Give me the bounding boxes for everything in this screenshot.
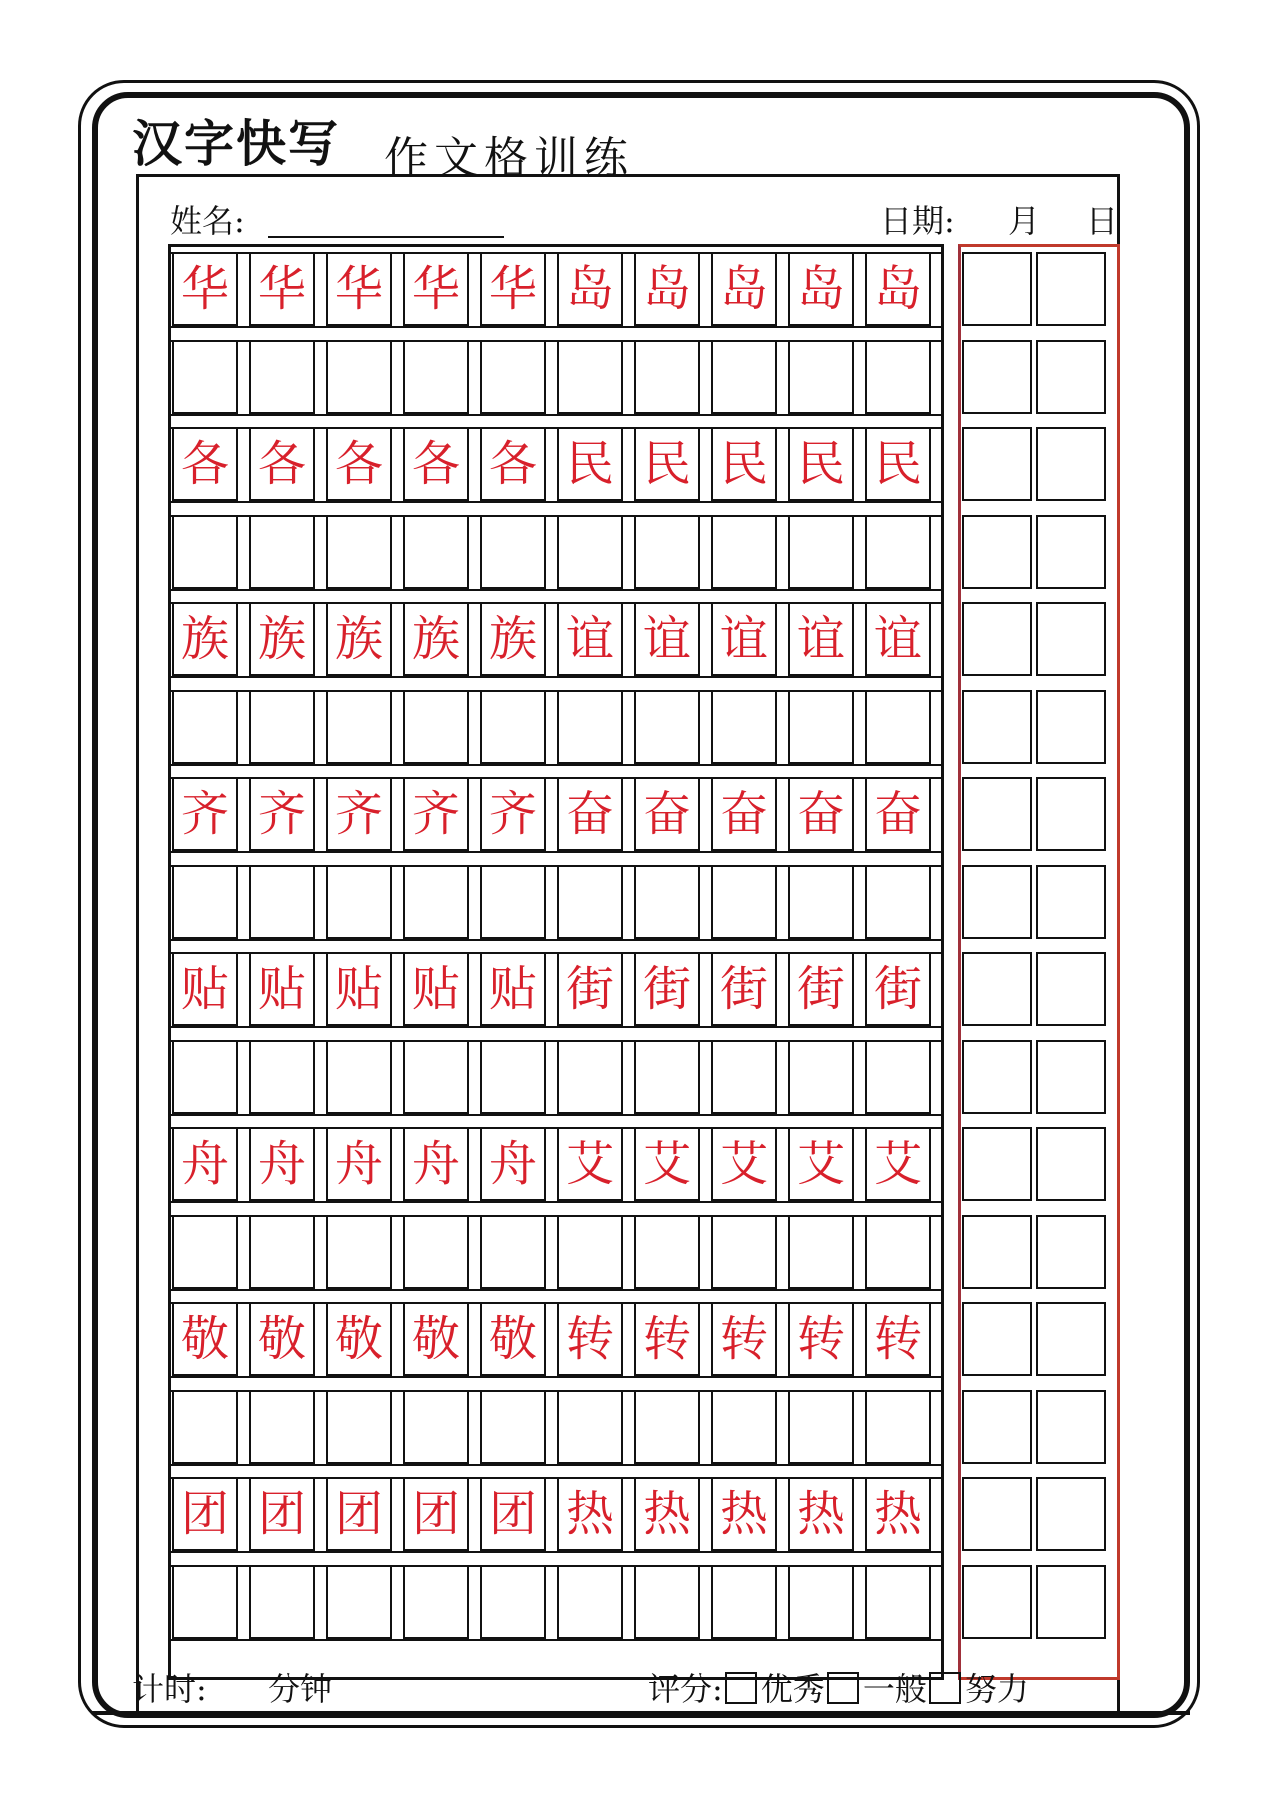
model-character: 街 — [642, 961, 691, 1017]
practice-cell[interactable] — [249, 690, 315, 764]
practice-cell[interactable] — [480, 865, 546, 939]
model-character: 奋 — [873, 786, 922, 842]
model-character: 转 — [796, 1311, 845, 1367]
practice-cell[interactable] — [172, 690, 238, 764]
side-practice-cell[interactable] — [1036, 1565, 1106, 1639]
row-rule — [168, 1289, 944, 1291]
practice-cell[interactable] — [557, 865, 623, 939]
side-practice-cell[interactable] — [1036, 340, 1106, 414]
practice-cell[interactable] — [172, 1390, 238, 1464]
model-character: 团 — [411, 1486, 460, 1542]
footer-rule — [92, 1711, 1190, 1715]
model-character: 齐 — [180, 786, 229, 842]
worksheet-title: 汉字快写 — [132, 115, 340, 173]
model-character: 民 — [642, 436, 691, 492]
header-rule — [136, 174, 1120, 177]
model-character: 热 — [873, 1486, 922, 1542]
side-practice-cell[interactable] — [962, 1215, 1032, 1289]
row-rule — [168, 1215, 944, 1217]
practice-cell[interactable] — [403, 340, 469, 414]
model-character: 贴 — [257, 961, 306, 1017]
model-character: 舟 — [488, 1136, 537, 1192]
side-practice-cell[interactable] — [962, 1302, 1032, 1376]
side-practice-cell[interactable] — [1036, 1215, 1106, 1289]
model-character: 各 — [257, 436, 306, 492]
practice-cell[interactable] — [326, 1390, 392, 1464]
side-practice-cell[interactable] — [1036, 777, 1106, 851]
practice-cell[interactable] — [403, 690, 469, 764]
practice-cell[interactable] — [788, 515, 854, 589]
side-practice-cell[interactable] — [1036, 515, 1106, 589]
row-rule — [168, 427, 944, 429]
row-rule — [168, 865, 944, 867]
model-character: 贴 — [488, 961, 537, 1017]
row-rule — [168, 777, 944, 779]
model-character: 奋 — [642, 786, 691, 842]
model-character: 街 — [873, 961, 922, 1017]
practice-cell[interactable] — [480, 1040, 546, 1114]
model-character: 谊 — [642, 611, 691, 667]
practice-cell[interactable] — [865, 1040, 931, 1114]
model-character: 华 — [180, 261, 229, 317]
model-character: 团 — [257, 1486, 306, 1542]
practice-cell[interactable] — [480, 1565, 546, 1639]
model-character: 艾 — [565, 1136, 614, 1192]
practice-cell[interactable] — [865, 690, 931, 764]
row-rule — [168, 326, 944, 328]
side-practice-cell[interactable] — [1036, 1302, 1106, 1376]
row-rule — [168, 1390, 944, 1392]
side-practice-cell[interactable] — [1036, 1477, 1106, 1551]
model-character: 敬 — [411, 1311, 460, 1367]
row-rule — [168, 1026, 944, 1028]
side-practice-cell[interactable] — [1036, 427, 1106, 501]
practice-cell[interactable] — [711, 1390, 777, 1464]
model-character: 谊 — [873, 611, 922, 667]
side-practice-cell[interactable] — [962, 777, 1032, 851]
side-practice-cell[interactable] — [962, 1390, 1032, 1464]
model-character: 族 — [488, 611, 537, 667]
side-practice-cell[interactable] — [1036, 252, 1106, 326]
row-rule — [168, 939, 944, 941]
practice-cell[interactable] — [557, 1390, 623, 1464]
row-rule — [168, 602, 944, 604]
model-character: 街 — [796, 961, 845, 1017]
practice-cell[interactable] — [480, 515, 546, 589]
side-practice-cell[interactable] — [1036, 1040, 1106, 1114]
effort-label: 努力 — [964, 1670, 1029, 1708]
model-character: 舟 — [180, 1136, 229, 1192]
model-character: 齐 — [257, 786, 306, 842]
row-rule — [168, 414, 944, 416]
practice-cell[interactable] — [634, 1390, 700, 1464]
row-rule — [168, 1376, 944, 1378]
practice-cell[interactable] — [326, 515, 392, 589]
model-character: 华 — [411, 261, 460, 317]
practice-cell[interactable] — [557, 1040, 623, 1114]
model-character: 谊 — [796, 611, 845, 667]
row-rule — [168, 851, 944, 853]
model-character: 转 — [565, 1311, 614, 1367]
model-character: 齐 — [488, 786, 537, 842]
model-character: 民 — [719, 436, 768, 492]
side-practice-cell[interactable] — [962, 952, 1032, 1026]
side-practice-cell[interactable] — [1036, 1127, 1106, 1201]
practice-cell[interactable] — [788, 1040, 854, 1114]
model-character: 族 — [257, 611, 306, 667]
practice-cell[interactable] — [249, 1390, 315, 1464]
model-character: 热 — [642, 1486, 691, 1542]
practice-cell[interactable] — [403, 515, 469, 589]
practice-cell[interactable] — [403, 1390, 469, 1464]
practice-cell[interactable] — [557, 690, 623, 764]
model-character: 岛 — [873, 261, 922, 317]
name-field[interactable] — [268, 236, 504, 238]
model-character: 热 — [565, 1486, 614, 1542]
model-character: 华 — [488, 261, 537, 317]
row-rule — [168, 1551, 944, 1553]
row-rule — [168, 589, 944, 591]
model-character: 团 — [180, 1486, 229, 1542]
practice-cell[interactable] — [326, 1040, 392, 1114]
model-character: 谊 — [565, 611, 614, 667]
practice-cell[interactable] — [711, 1040, 777, 1114]
practice-cell[interactable] — [249, 340, 315, 414]
row-rule — [168, 764, 944, 766]
practice-cell[interactable] — [788, 1390, 854, 1464]
practice-cell[interactable] — [403, 1565, 469, 1639]
model-character: 奋 — [719, 786, 768, 842]
average-label: 一般 — [862, 1670, 927, 1708]
row-rule — [168, 1302, 944, 1304]
practice-cell[interactable] — [249, 865, 315, 939]
model-character: 民 — [565, 436, 614, 492]
row-rule — [168, 1464, 944, 1466]
model-character: 艾 — [873, 1136, 922, 1192]
side-practice-cell[interactable] — [962, 427, 1032, 501]
side-practice-cell[interactable] — [962, 1127, 1032, 1201]
model-character: 敬 — [180, 1311, 229, 1367]
excellent-checkbox[interactable] — [725, 1672, 757, 1704]
practice-cell[interactable] — [711, 1215, 777, 1289]
model-character: 热 — [719, 1486, 768, 1542]
model-character: 贴 — [411, 961, 460, 1017]
side-practice-cell[interactable] — [1036, 690, 1106, 764]
model-character: 齐 — [411, 786, 460, 842]
practice-cell[interactable] — [557, 340, 623, 414]
practice-cell[interactable] — [480, 1390, 546, 1464]
model-character: 岛 — [719, 261, 768, 317]
practice-cell[interactable] — [326, 865, 392, 939]
row-rule — [168, 515, 944, 517]
practice-cell[interactable] — [788, 690, 854, 764]
model-character: 艾 — [796, 1136, 845, 1192]
practice-cell[interactable] — [249, 515, 315, 589]
average-checkbox[interactable] — [827, 1672, 859, 1704]
practice-cell[interactable] — [172, 1215, 238, 1289]
practice-cell[interactable] — [249, 1565, 315, 1639]
practice-cell[interactable] — [634, 1215, 700, 1289]
name-label: 姓名: — [170, 202, 245, 240]
practice-cell[interactable] — [634, 1565, 700, 1639]
model-character: 齐 — [334, 786, 383, 842]
practice-cell[interactable] — [634, 690, 700, 764]
practice-cell[interactable] — [480, 340, 546, 414]
row-rule — [168, 1477, 944, 1479]
row-rule — [168, 676, 944, 678]
model-character: 民 — [873, 436, 922, 492]
row-rule — [168, 690, 944, 692]
model-character: 转 — [873, 1311, 922, 1367]
excellent-label: 优秀 — [760, 1670, 825, 1708]
practice-cell[interactable] — [711, 865, 777, 939]
model-character: 各 — [488, 436, 537, 492]
practice-cell[interactable] — [249, 1215, 315, 1289]
row-rule — [168, 340, 944, 342]
side-practice-cell[interactable] — [1036, 602, 1106, 676]
practice-cell[interactable] — [557, 515, 623, 589]
side-practice-cell[interactable] — [1036, 1390, 1106, 1464]
model-character: 贴 — [180, 961, 229, 1017]
row-rule — [168, 952, 944, 954]
practice-cell[interactable] — [172, 1040, 238, 1114]
effort-checkbox[interactable] — [929, 1672, 961, 1704]
model-character: 族 — [334, 611, 383, 667]
practice-cell[interactable] — [634, 340, 700, 414]
side-practice-cell[interactable] — [962, 515, 1032, 589]
row-rule — [168, 1201, 944, 1203]
row-rule — [168, 501, 944, 503]
model-character: 艾 — [719, 1136, 768, 1192]
practice-cell[interactable] — [634, 515, 700, 589]
practice-cell[interactable] — [865, 865, 931, 939]
model-character: 热 — [796, 1486, 845, 1542]
row-rule — [168, 1565, 944, 1567]
model-character: 艾 — [642, 1136, 691, 1192]
side-practice-cell[interactable] — [962, 1477, 1032, 1551]
practice-cell[interactable] — [788, 865, 854, 939]
practice-cell[interactable] — [557, 1565, 623, 1639]
model-character: 华 — [334, 261, 383, 317]
side-practice-cell[interactable] — [1036, 865, 1106, 939]
model-character: 敬 — [334, 1311, 383, 1367]
date-label: 日期: — [880, 202, 955, 240]
practice-cell[interactable] — [249, 1040, 315, 1114]
row-rule — [168, 252, 944, 254]
model-character: 舟 — [334, 1136, 383, 1192]
model-character: 奋 — [565, 786, 614, 842]
day-label: 日 — [1086, 202, 1119, 240]
practice-cell[interactable] — [172, 1565, 238, 1639]
model-character: 族 — [180, 611, 229, 667]
practice-cell[interactable] — [172, 340, 238, 414]
practice-cell[interactable] — [711, 340, 777, 414]
model-character: 敬 — [488, 1311, 537, 1367]
side-practice-cell[interactable] — [962, 602, 1032, 676]
side-practice-cell[interactable] — [962, 690, 1032, 764]
model-character: 奋 — [796, 786, 845, 842]
model-character: 族 — [411, 611, 460, 667]
practice-cell[interactable] — [326, 340, 392, 414]
model-character: 团 — [488, 1486, 537, 1542]
practice-cell[interactable] — [865, 1390, 931, 1464]
model-character: 街 — [719, 961, 768, 1017]
practice-cell[interactable] — [172, 865, 238, 939]
content-left-rule — [136, 174, 139, 1711]
model-character: 各 — [334, 436, 383, 492]
side-practice-cell[interactable] — [962, 1040, 1032, 1114]
model-character: 岛 — [796, 261, 845, 317]
minutes-label: 分钟 — [268, 1670, 333, 1708]
model-character: 街 — [565, 961, 614, 1017]
model-character: 各 — [411, 436, 460, 492]
practice-cell[interactable] — [403, 1215, 469, 1289]
practice-cell[interactable] — [557, 1215, 623, 1289]
model-character: 转 — [719, 1311, 768, 1367]
score-label: 评分: — [648, 1670, 723, 1708]
timer-label: 计时: — [132, 1670, 207, 1708]
model-character: 民 — [796, 436, 845, 492]
practice-cell[interactable] — [788, 340, 854, 414]
practice-cell[interactable] — [788, 1565, 854, 1639]
practice-cell[interactable] — [711, 515, 777, 589]
model-character: 贴 — [334, 961, 383, 1017]
practice-cell[interactable] — [403, 865, 469, 939]
model-character: 各 — [180, 436, 229, 492]
model-character: 舟 — [411, 1136, 460, 1192]
practice-cell[interactable] — [865, 1565, 931, 1639]
model-character: 华 — [257, 261, 306, 317]
practice-cell[interactable] — [480, 690, 546, 764]
side-practice-cell[interactable] — [962, 340, 1032, 414]
practice-cell[interactable] — [634, 865, 700, 939]
practice-cell[interactable] — [788, 1215, 854, 1289]
model-character: 转 — [642, 1311, 691, 1367]
practice-cell[interactable] — [711, 690, 777, 764]
practice-cell[interactable] — [326, 690, 392, 764]
practice-cell[interactable] — [634, 1040, 700, 1114]
month-label: 月 — [1008, 202, 1041, 240]
model-character: 敬 — [257, 1311, 306, 1367]
row-rule — [168, 1040, 944, 1042]
worksheet-subtitle: 作文格训练 — [384, 133, 634, 184]
side-practice-cell[interactable] — [962, 252, 1032, 326]
side-practice-cell[interactable] — [962, 1565, 1032, 1639]
row-rule — [168, 1114, 944, 1116]
practice-cell[interactable] — [865, 515, 931, 589]
model-character: 团 — [334, 1486, 383, 1542]
side-practice-cell[interactable] — [1036, 952, 1106, 1026]
practice-cell[interactable] — [172, 515, 238, 589]
row-rule — [168, 1639, 944, 1641]
model-character: 岛 — [642, 261, 691, 317]
practice-cell[interactable] — [865, 1215, 931, 1289]
score-section — [648, 1664, 1029, 1710]
side-practice-cell[interactable] — [962, 865, 1032, 939]
practice-cell[interactable] — [480, 1215, 546, 1289]
model-character: 谊 — [719, 611, 768, 667]
practice-cell[interactable] — [865, 340, 931, 414]
practice-cell[interactable] — [326, 1215, 392, 1289]
practice-cell[interactable] — [403, 1040, 469, 1114]
row-rule — [168, 1127, 944, 1129]
model-character: 舟 — [257, 1136, 306, 1192]
practice-cell[interactable] — [711, 1565, 777, 1639]
model-character: 岛 — [565, 261, 614, 317]
practice-cell[interactable] — [326, 1565, 392, 1639]
